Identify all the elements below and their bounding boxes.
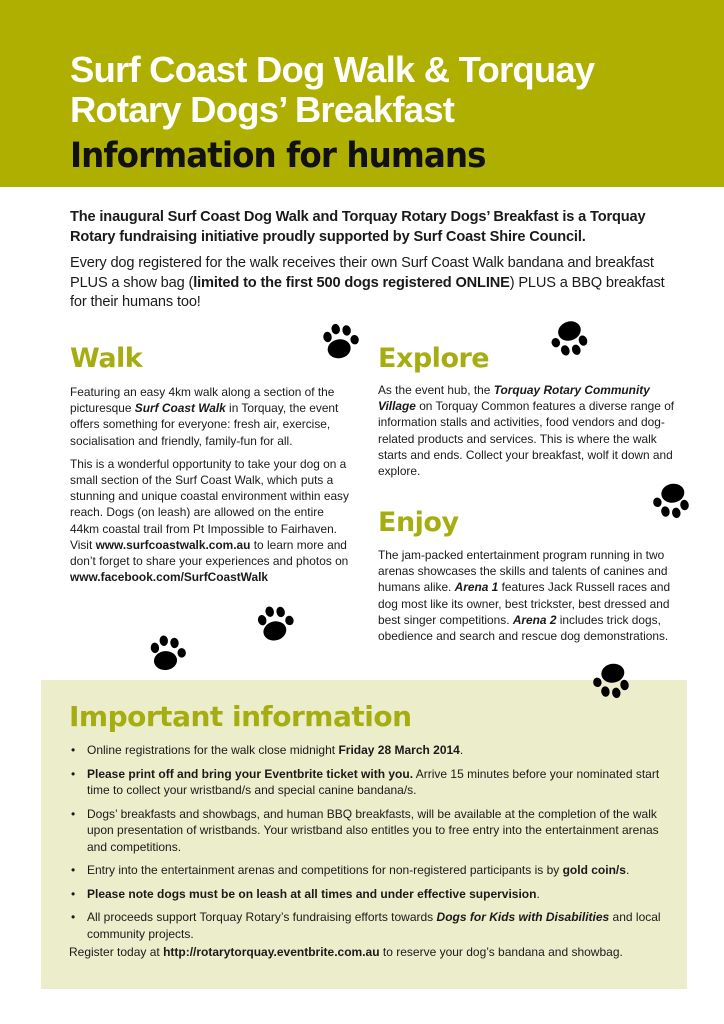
- paw-print-icon: [250, 597, 301, 648]
- register-footer: [69, 944, 669, 960]
- paw-print-icon: [317, 317, 366, 366]
- intro-body-text: Every dog registered for the walk receives their own Surf Coast Walk bandana and breakfast PLUS a show bag (: [70, 255, 654, 291]
- explore-text-end: on Torquay Common features a diverse range of information stalls and activities, food vendors and dog-related products and services. This is where the walk starts and ends. Collect your breakfast, wolf it down and explore.: [378, 399, 675, 479]
- important-info-box: [41, 680, 687, 989]
- item-text-end: .: [625, 863, 630, 877]
- list-item: [69, 806, 669, 856]
- paw-print-icon: [647, 477, 696, 526]
- intro-body-text-end: ) PLUS a BBQ breakfast for their humans too!: [70, 274, 665, 310]
- enjoy-heading: Enjoy: [378, 507, 459, 538]
- header-banner: [0, 0, 724, 187]
- walk-text: [70, 384, 355, 585]
- intro-body-highlight: limited to the first 500 dogs registered ONLINE: [193, 274, 510, 291]
- walk-paragraph-2: [70, 456, 355, 586]
- intro-body: [70, 254, 670, 313]
- title-line-2: Rotary Dogs’ Breakfast: [70, 89, 455, 130]
- important-heading: Important information: [69, 700, 412, 733]
- item-text-end: .: [536, 886, 540, 901]
- walk-section: [70, 342, 355, 585]
- walk-paragraph-1: [70, 384, 355, 449]
- intro-lead: The inaugural Surf Coast Dog Walk and Torquay Rotary Dogs’ Breakfast is a Torquay Rotary fundraising initiative proudly supported by Surf Coast Shire Council.: [70, 209, 646, 245]
- footer-text: Register today at: [69, 945, 164, 959]
- paw-print-icon: [145, 630, 191, 676]
- important-list: [69, 742, 669, 949]
- enjoy-text-mid: features Jack Russell races and dog most like its owner, best trickster, best dressed and best singer competitions.: [378, 580, 671, 627]
- walk-p1-text: Featuring an easy 4km walk along a section of the picturesque: [70, 385, 335, 416]
- item-bold: Please print off and bring your Eventbrite ticket with you.: [87, 766, 414, 781]
- surfcoastwalk-link[interactable]: www.surfcoastwalk.com.au: [95, 537, 251, 552]
- arena-2-label: Arena 2: [512, 612, 557, 627]
- arena-1-label: Arena 1: [454, 580, 499, 595]
- walk-p2-text: This is a wonderful opportunity to take your dog on a small section of the Surf Coast Walk, which puts a stunning and unique coastal environment within easy reach. Dogs (on leash) are allowed on the entire 44km coastal trail from Pt Impossible to Fairhaven. Visit: [70, 456, 349, 552]
- list-item: [69, 862, 669, 879]
- list-item: [69, 742, 669, 759]
- walk-p2-text-mid: to learn more and don’t forget to share your experiences and photos on: [70, 537, 349, 569]
- paw-print-icon: [587, 657, 636, 706]
- list-item: [69, 909, 669, 942]
- walk-heading: Walk: [70, 343, 143, 374]
- page-subtitle: Information for humans: [70, 136, 486, 176]
- item-text: Dogs’ breakfasts and showbags, and human BBQ breakfasts, will be available at the completion of the walk upon presentation of wristbands. Your wristband also entitles you to free entry into the entertainment arenas and competitions.: [87, 806, 659, 854]
- enjoy-text-end: includes trick dogs, obedience and search and rescue dog demonstrations.: [378, 612, 669, 644]
- item-text: Online registrations for the walk close midnight: [87, 743, 339, 757]
- eventbrite-link[interactable]: http://rotarytorquay.eventbrite.com.au: [163, 945, 380, 959]
- explore-text: [378, 382, 678, 479]
- item-bold: Please note dogs must be on leash at all times and under effective supervision: [87, 886, 537, 901]
- item-text: All proceeds support Torquay Rotary’s fundraising efforts towards: [87, 910, 437, 924]
- footer-text-end: to reserve your dog’s bandana and showbag.: [379, 945, 623, 959]
- page-title: [70, 50, 710, 130]
- title-line-1: Surf Coast Dog Walk & Torquay: [70, 49, 595, 90]
- item-text-end: .: [459, 743, 464, 757]
- enjoy-section: [378, 506, 678, 644]
- walk-p1-emphasis: Surf Coast Walk: [134, 401, 226, 416]
- facebook-link[interactable]: www.facebook.com/SurfCoastWalk: [70, 570, 268, 585]
- explore-emphasis: Torquay Rotary Community Village: [378, 383, 650, 414]
- enjoy-text: [378, 547, 678, 644]
- list-item: [69, 766, 669, 799]
- item-bold: gold coin/s: [562, 863, 626, 877]
- list-item: [69, 886, 669, 903]
- intro-section: [70, 208, 670, 313]
- item-emphasis: Dogs for Kids with Disabilities: [436, 910, 610, 924]
- walk-p1-text-end: in Torquay, the event offers something for everyone: fresh air, exercise, socialisation and friendly, family-fun for all.: [70, 401, 339, 448]
- explore-section: [378, 342, 678, 479]
- enjoy-text-start: The jam-packed entertainment program running in two arenas showcases the skills and talents of canines and humans alike.: [378, 548, 668, 595]
- item-text-end: and local community projects.: [87, 910, 661, 941]
- explore-text-start: As the event hub, the: [378, 383, 494, 397]
- explore-heading: Explore: [378, 343, 490, 374]
- item-text-end: Arrive 15 minutes before your nominated start time to collect your wristband/s and special canine bandana/s.: [87, 766, 660, 797]
- item-bold: Friday 28 March 2014: [338, 743, 460, 757]
- item-text: Entry into the entertainment arenas and competitions for non-registered participants is by: [87, 863, 563, 877]
